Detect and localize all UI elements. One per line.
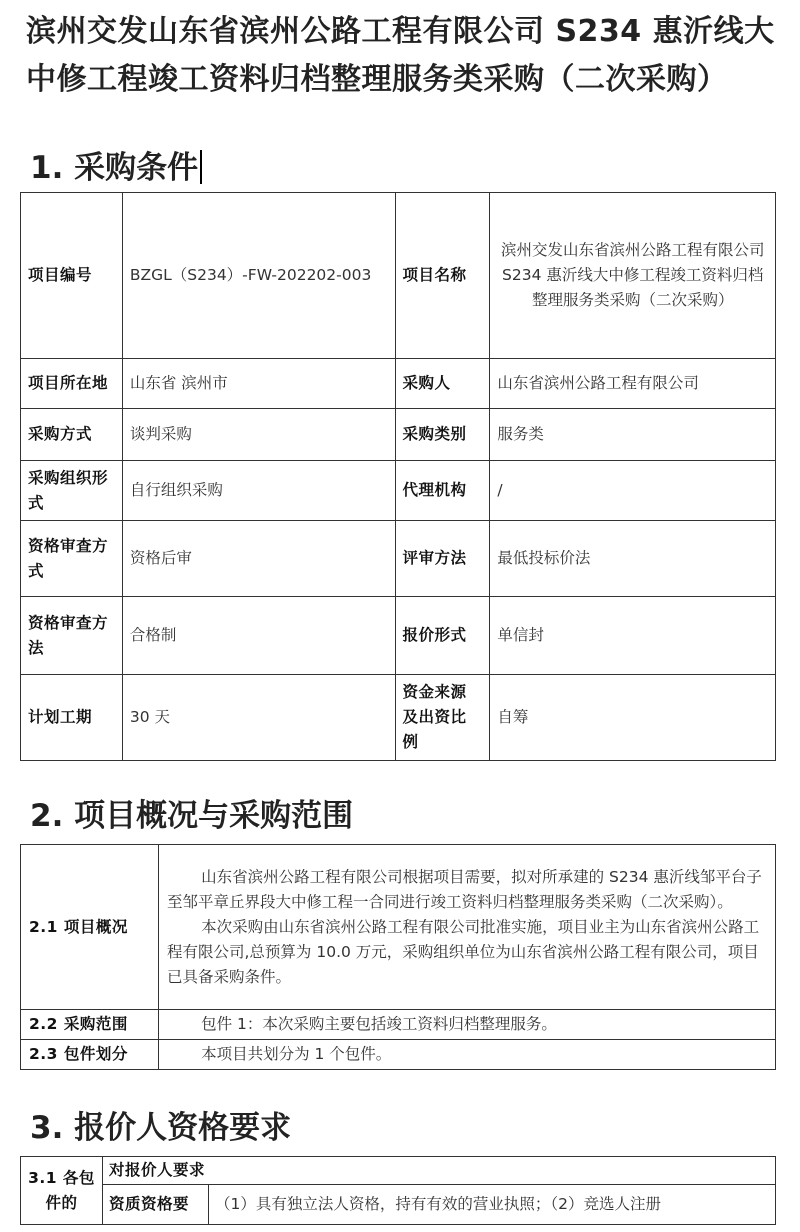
row-value: 合格制 [122,597,395,675]
row-value: 谈判采购 [122,409,395,461]
row-value: 滨州交发山东省滨州公路工程有限公司 S234 惠沂线大中修工程竣工资料归档整理服务类采购（二次采购） [490,193,776,359]
table-row [21,521,776,597]
procurement-conditions-table [20,192,776,761]
row-label: 代理机构 [395,461,490,521]
row-label: 评审方法 [395,521,490,597]
row-label: 项目所在地 [21,359,123,409]
table-row [21,359,776,409]
row-value: BZGL（S234）-FW-202202-003 [122,193,395,359]
row-label: 2.2 采购范围 [21,1010,159,1040]
row-value: 自行组织采购 [122,461,395,521]
row-value: 山东省滨州公路工程有限公司 [490,359,776,409]
table-row [21,675,776,761]
row-label: 计划工期 [21,675,123,761]
row-value: 自筹 [490,675,776,761]
table-row [21,1185,776,1225]
row-label: 3.1 各包件的 [21,1157,103,1225]
row-value: 30 天 [122,675,395,761]
section-1-heading: 1. 采购条件 [30,148,202,188]
table-row [21,597,776,675]
row-label: 2.3 包件划分 [21,1040,159,1070]
row-label: 报价形式 [395,597,490,675]
row-label: 项目名称 [395,193,490,359]
qualification-table [20,1156,776,1225]
table-row [21,409,776,461]
paragraph: 本次采购由山东省滨州公路工程有限公司批准实施，项目业主为山东省滨州公路工程有限公司,总预算为 10.0 万元，采购组织单位为山东省滨州公路工程有限公司，项目已具备采购条件。 [167,917,760,986]
row-value: 单信封 [490,597,776,675]
row-label: 资质资格要 [103,1185,209,1225]
paragraph: 山东省滨州公路工程有限公司根据项目需要，拟对所承建的 S234 惠沂线邹平台子至邹平章丘界段大中修工程一合同进行竣工资料归档整理服务类采购（二次采购）。 [167,867,762,911]
row-value: 包件 1：本次采购主要包括竣工资料归档整理服务。 [159,1010,776,1040]
row-label: 采购组织形式 [21,461,123,521]
table-row [21,1157,776,1185]
project-overview-table [20,844,776,1070]
row-value: 资格后审 [122,521,395,597]
row-value: 山东省 滨州市 [122,359,395,409]
text-cursor [200,150,202,184]
row-value: （1）具有独立法人资格，持有有效的营业执照；（2）竞选人注册 [209,1185,776,1225]
table-row [21,1010,776,1040]
sub-header: 对报价人要求 [103,1157,776,1185]
row-label: 资格审查方法 [21,597,123,675]
row-label: 资格审查方式 [21,521,123,597]
row-value: 服务类 [490,409,776,461]
table-row [21,193,776,359]
row-value [159,845,776,1010]
document-title: 滨州交发山东省滨州公路工程有限公司 S234 惠沂线大中修工程竣工资料归档整理服务类采购（二次采购） [26,14,775,97]
row-label: 资金来源及出资比例 [395,675,490,761]
row-value: 最低投标价法 [490,521,776,597]
row-value: 本项目共划分为 1 个包件。 [159,1040,776,1070]
row-label: 采购方式 [21,409,123,461]
row-label: 采购类别 [395,409,490,461]
section-3-heading: 3. 报价人资格要求 [30,1110,292,1146]
table-row [21,461,776,521]
row-label: 2.1 项目概况 [21,845,159,1010]
row-label: 项目编号 [21,193,123,359]
section-2-heading: 2. 项目概况与采购范围 [30,798,354,834]
table-row [21,845,776,1010]
table-row [21,1040,776,1070]
row-label: 采购人 [395,359,490,409]
row-value: / [490,461,776,521]
